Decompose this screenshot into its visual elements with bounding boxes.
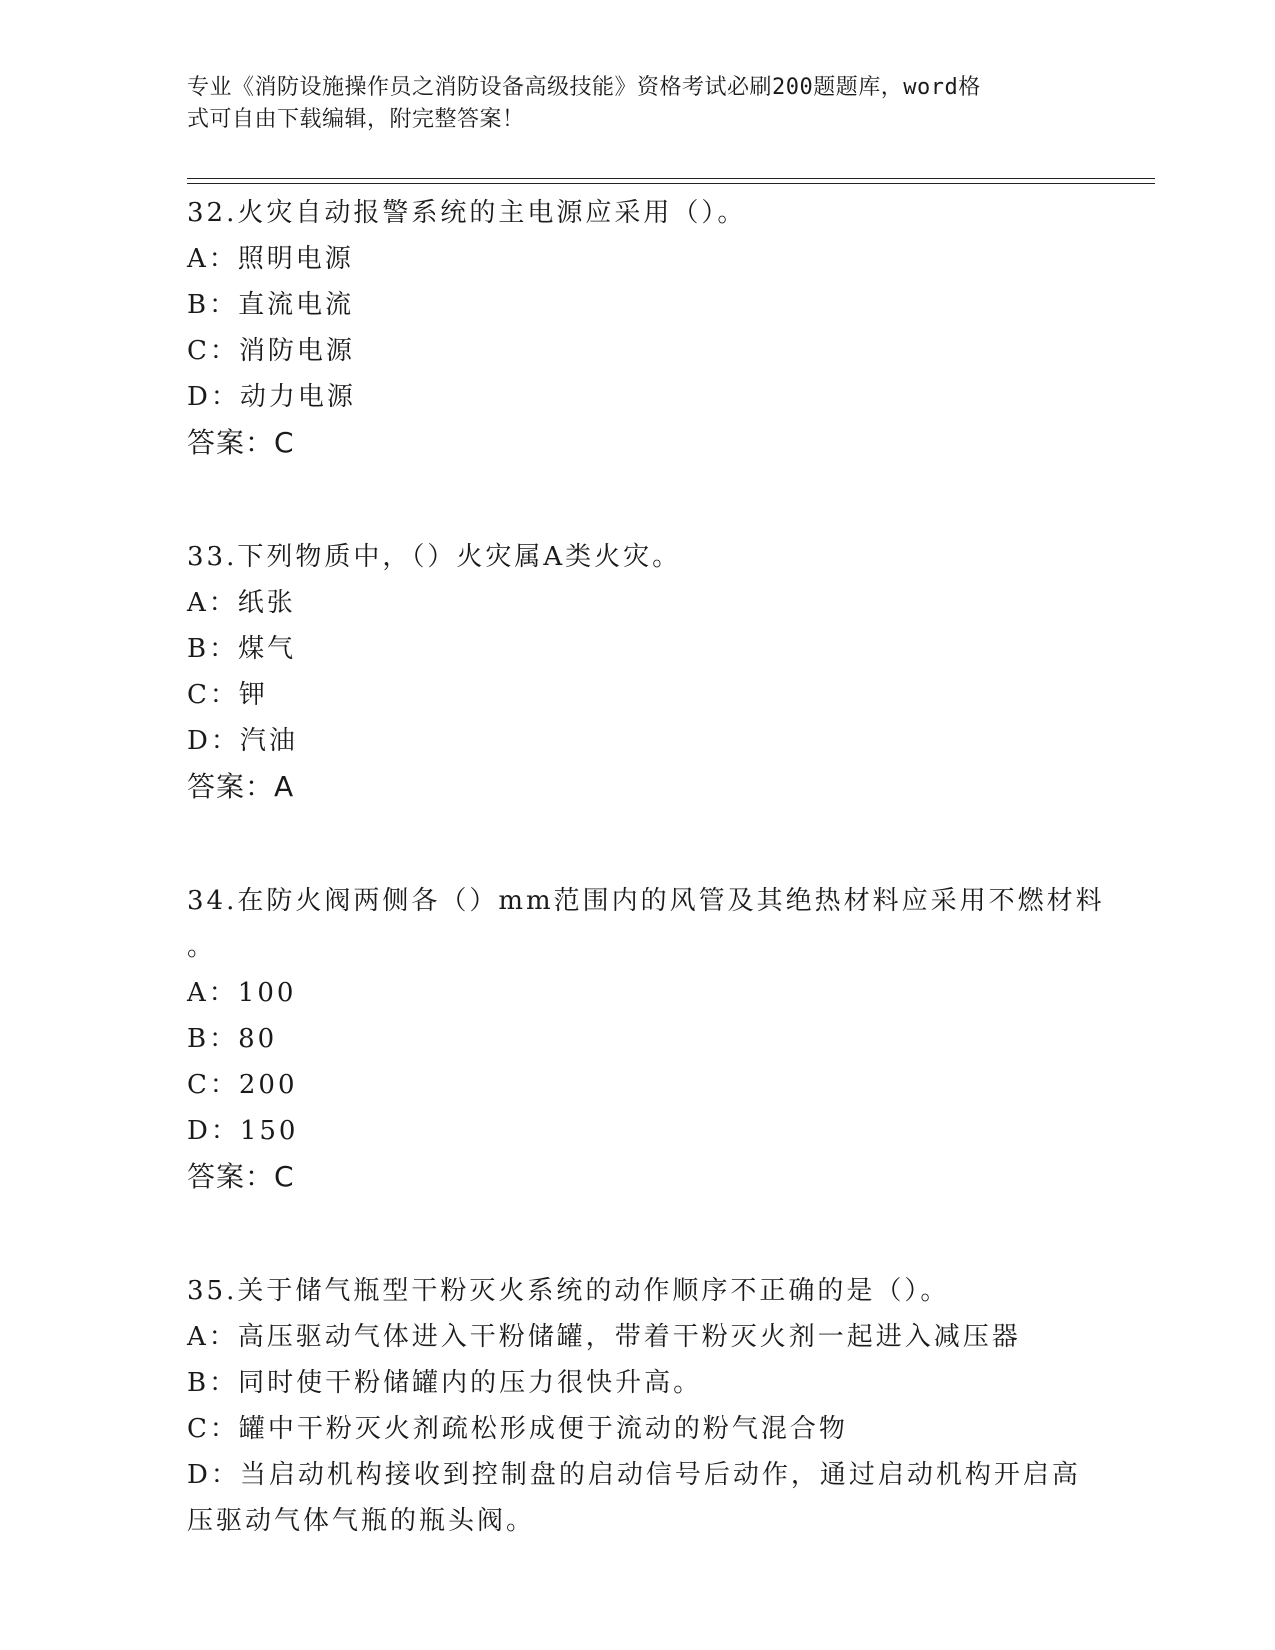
question-stem: 32.火灾自动报警系统的主电源应采用（）。 [187, 198, 747, 228]
option-c: C：罐中干粉灭火剂疏松形成便于流动的粉气混合物 [187, 1414, 848, 1444]
option-d: D：150 [187, 1116, 299, 1146]
option-b: B：煤气 [187, 634, 297, 664]
question-stem: 33.下列物质中，（）火灾属A类火灾。 [187, 542, 682, 572]
option-a: A：纸张 [187, 588, 296, 618]
question-32 [187, 190, 1107, 466]
question-35 [187, 1268, 1107, 1544]
option-d: D：动力电源 [187, 382, 356, 412]
question-stem-continuation: 。 [187, 932, 217, 962]
option-c: C：钾 [187, 680, 268, 710]
option-c: C：消防电源 [187, 336, 355, 366]
header-line-1: 专业《消防设施操作员之消防设备高级技能》资格考试必刷200题题库，word格 [187, 75, 981, 100]
header-divider-top [187, 178, 1155, 179]
option-b: B：直流电流 [187, 290, 355, 320]
question-34 [187, 878, 1107, 1200]
option-b: B：同时使干粉储罐内的压力很快升高。 [187, 1368, 703, 1398]
option-b: B：80 [187, 1024, 278, 1054]
header-divider-bottom [187, 183, 1155, 184]
option-a: A：照明电源 [187, 244, 354, 274]
answer-line: 答案：C [187, 1160, 295, 1193]
question-list [187, 190, 1107, 1544]
option-a: A：高压驱动气体进入干粉储罐，带着干粉灭火剂一起进入减压器 [187, 1322, 1021, 1352]
option-d: D：当启动机构接收到控制盘的启动信号后动作，通过启动机构开启高 [187, 1460, 1081, 1490]
answer-line: 答案：C [187, 426, 295, 459]
option-d-continuation: 压驱动气体气瓶的瓶头阀。 [187, 1506, 536, 1536]
question-stem: 34.在防火阀两侧各（）mm范围内的风管及其绝热材料应采用不燃材料 [187, 886, 1105, 916]
header-line-2: 式可自由下载编辑，附完整答案！ [187, 107, 525, 132]
answer-line: 答案：A [187, 770, 295, 803]
page-header [187, 72, 1067, 136]
option-a: A：100 [187, 978, 297, 1008]
option-d: D：汽油 [187, 726, 298, 756]
question-33 [187, 534, 1107, 810]
question-stem: 35.关于储气瓶型干粉灭火系统的动作顺序不正确的是（）。 [187, 1276, 950, 1306]
option-c: C：200 [187, 1070, 298, 1100]
